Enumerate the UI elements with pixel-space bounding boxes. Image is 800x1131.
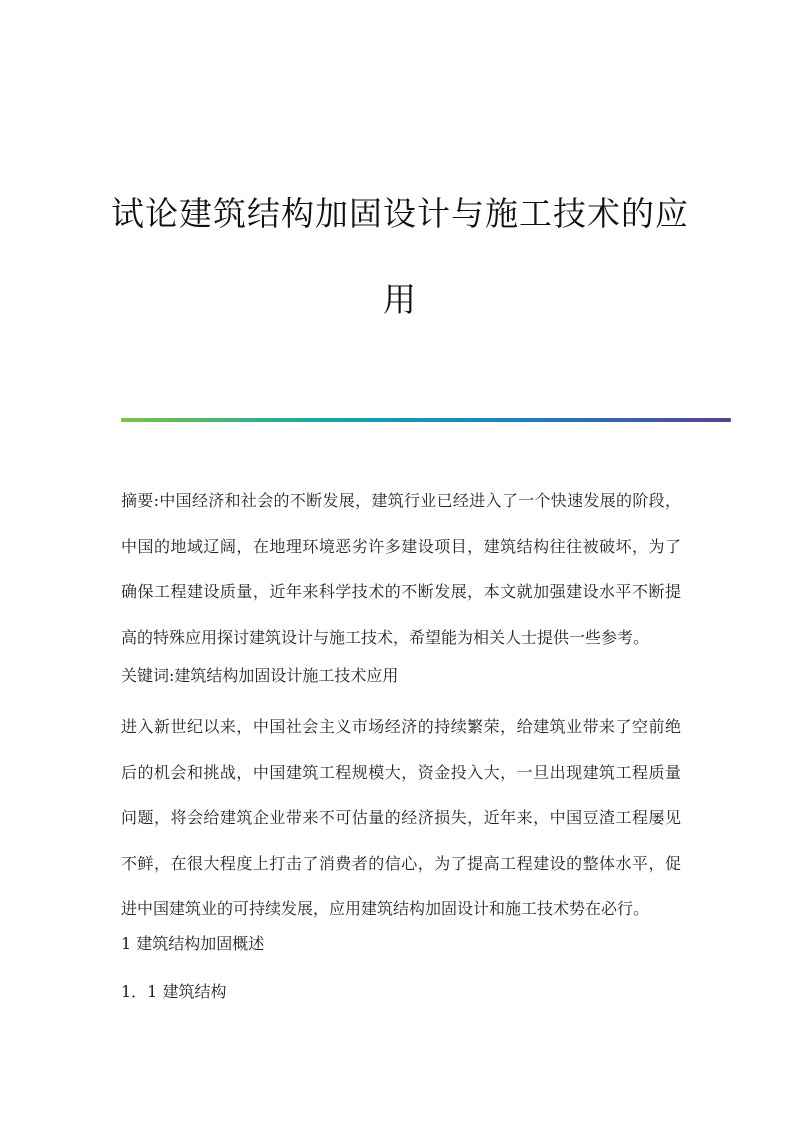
abstract-line: 确保工程建设质量，近年来科学技术的不断发展，本文就加强建设水平不断提 <box>121 582 681 601</box>
abstract-paragraph <box>121 478 681 660</box>
document-title-line-1: 试论建筑结构加固设计与施工技术的应 <box>111 194 689 233</box>
intro-line: 后的机会和挑战，中国建筑工程规模大，资金投入大，一旦出现建筑工程质量 <box>121 762 681 782</box>
intro-line: 不鲜，在很大程度上打击了消费者的信心，为了提高工程建设的整体水平，促 <box>121 853 681 873</box>
intro-paragraph <box>121 704 681 932</box>
title-divider <box>121 418 731 422</box>
intro-line: 问题，将会给建筑企业带来不可估量的经济损失，近年来，中国豆渣工程屡见 <box>121 808 681 827</box>
section-heading-1: 1 建筑结构加固概述 <box>121 934 265 953</box>
section-heading-1-1: 1．1 建筑结构 <box>121 982 227 1001</box>
intro-line: 进入新世纪以来，中国社会主义市场经济的持续繁荣，给建筑业带来了空前绝 <box>121 717 681 736</box>
abstract-line: 中国的地域辽阔，在地理环境恶劣许多建设项目，建筑结构往往被破坏，为了 <box>121 536 681 556</box>
document-title-line-2: 用 <box>383 280 417 319</box>
intro-line: 进中国建筑业的可持续发展，应用建筑结构加固设计和施工技术势在必行。 <box>121 899 650 918</box>
abstract-line: 高的特殊应用探讨建筑设计与施工技术，希望能为相关人士提供一些参考。 <box>121 627 650 647</box>
abstract-line: 摘要:中国经济和社会的不断发展，建筑行业已经进入了一个快速发展的阶段， <box>121 491 681 510</box>
keywords-line: 关键词:建筑结构加固设计施工技术应用 <box>121 666 399 685</box>
